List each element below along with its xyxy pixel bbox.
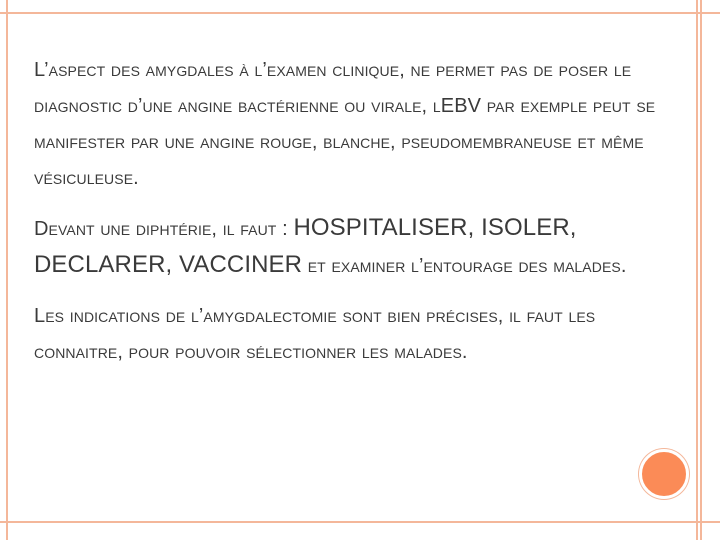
frame-line-bottom (0, 521, 720, 523)
paragraph-amygdalectomie: Les indications de l’amygdalectomie sont bien précises, il faut les connaitre, pour pouvoir sélectionner les malades. (34, 305, 596, 363)
slide-content (34, 52, 674, 370)
paragraph-amygdales-aspect: L’aspect des amygdales à l’examen clinique, ne permet pas de poser le diagnostic d’une angine bactérienne ou virale, lEBV par exemple peut se manifester par une angine rouge, blanche, pseudomembraneuse et même vésiculeuse. (34, 59, 656, 189)
frame-line-left (6, 0, 8, 540)
paragraph-diphterie (34, 210, 674, 284)
frame-line-top (0, 12, 720, 14)
frame-line-right-inner (700, 0, 702, 540)
diphterie-tail-text: et examiner l’entourage des malades. (302, 255, 627, 277)
diphterie-lead-text: Devant une diphtérie, il faut : (34, 218, 288, 240)
decorative-circle (639, 449, 689, 499)
diphterie-actions-text: HOSPITALISER, ISOLER, DECLARER, VACCINER (34, 214, 577, 278)
frame-line-right (696, 0, 698, 540)
